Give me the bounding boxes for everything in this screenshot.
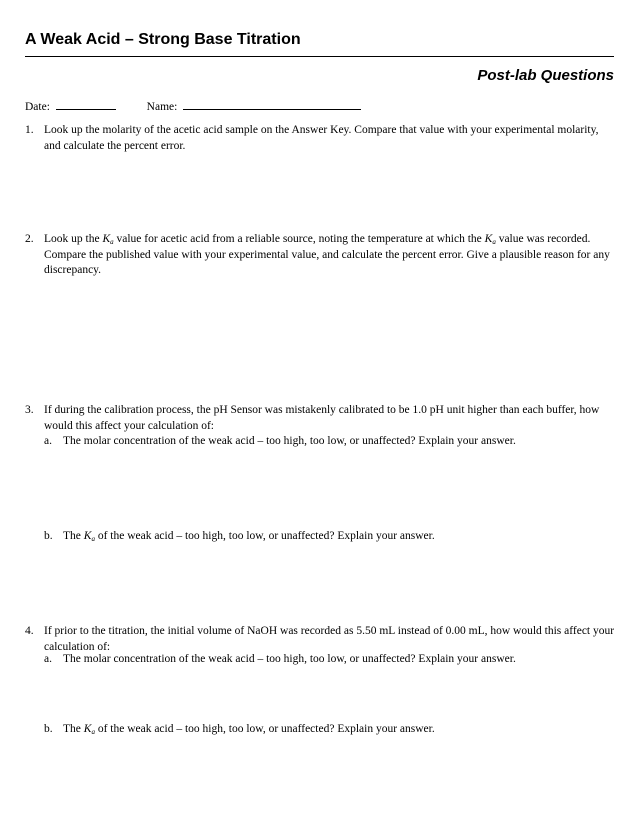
subquestion-letter: b. xyxy=(44,530,53,542)
question-text: If during the calibration process, the pH Sensor was mistakenly calibrated to be 1.0 pH unit higher than each buffer, how would this affect your calculation of: xyxy=(44,404,600,432)
ka-symbol: $K_a$ xyxy=(83,723,95,736)
subquestion-letter: a. xyxy=(44,653,52,665)
question-text: If prior to the titration, the initial volume of NaOH was recorded as 5.50 mL instead of 0.00 mL, how would this affect your calculation of: xyxy=(44,625,615,653)
ka-symbol: $K_a$ xyxy=(83,530,95,543)
question-text: Look up the molarity of the acetic acid sample on the Answer Key. Compare that value with your experimental molarity, and calculate the percent error. xyxy=(44,124,599,152)
question-4 xyxy=(25,624,615,655)
question-number: 4. xyxy=(25,625,34,637)
question-4a xyxy=(44,652,614,668)
ka-symbol: $K_a$ xyxy=(102,233,114,246)
date-label: Date: xyxy=(25,101,50,113)
subquestion-text: The molar concentration of the weak acid – too high, too low, or unaffected? Explain your answer. xyxy=(63,653,516,665)
date-field[interactable] xyxy=(56,99,116,110)
name-label: Name: xyxy=(146,101,178,113)
question-2 xyxy=(25,232,615,279)
subquestion-text: The molar concentration of the weak acid – too high, too low, or unaffected? Explain your answer. xyxy=(63,435,516,447)
question-text: Look up the $K_a$ value for acetic acid from a reliable source, noting the temperature at which the $K_a$ value was recorded. Compare the published value with your experimental value, and calculate the percent error. Give a plausible reason for any discrepancy. xyxy=(44,233,610,276)
question-3a xyxy=(44,434,614,450)
question-4b xyxy=(44,722,614,738)
subquestion-text: The $K_a$ of the weak acid – too high, too low, or unaffected? Explain your answer. xyxy=(63,530,435,543)
ka-symbol: $K_a$ xyxy=(484,233,496,246)
subquestion-text: The $K_a$ of the weak acid – too high, too low, or unaffected? Explain your answer. xyxy=(63,723,435,736)
name-field[interactable] xyxy=(183,99,361,110)
section-subtitle: Post-lab Questions xyxy=(477,67,614,84)
subquestion-letter: b. xyxy=(44,723,53,735)
page-title: A Weak Acid – Strong Base Titration xyxy=(25,31,301,48)
question-number: 3. xyxy=(25,404,34,416)
title-divider xyxy=(25,56,614,57)
date-name-line xyxy=(25,99,361,116)
question-number: 2. xyxy=(25,233,34,245)
question-1 xyxy=(25,123,615,154)
question-3 xyxy=(25,403,615,434)
subquestion-letter: a. xyxy=(44,435,52,447)
question-number: 1. xyxy=(25,124,34,136)
question-3b xyxy=(44,529,614,545)
